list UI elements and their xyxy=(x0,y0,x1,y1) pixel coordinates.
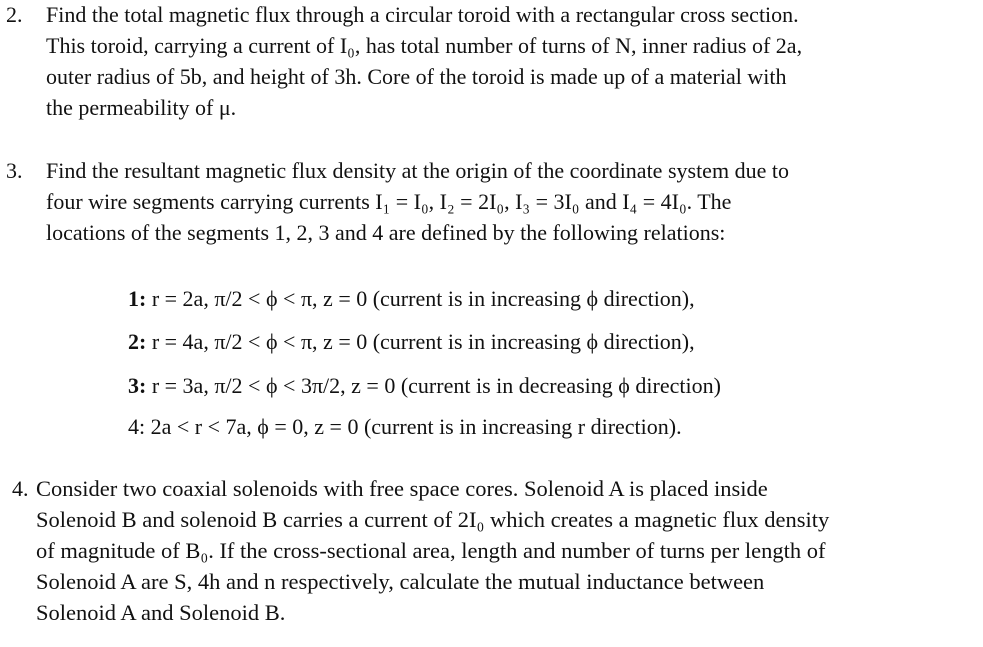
problem-text-line: Find the total magnetic flux through a circular toroid with a rectangular cross section. xyxy=(46,2,799,27)
problem-text-line: locations of the segments 1, 2, 3 and 4 are defined by the following relations: xyxy=(46,220,726,245)
problem-number: 2. xyxy=(6,2,23,27)
problem-text-line: Solenoid B and solenoid B carries a current of 2I₀ which creates a magnetic flux density xyxy=(36,507,830,532)
problem-text-line: Find the resultant magnetic flux density at the origin of the coordinate system due to xyxy=(46,158,789,183)
problem-text-line: Solenoid A are S, 4h and n respectively, calculate the mutual inductance between xyxy=(36,569,765,594)
problem-text-line: the permeability of μ. xyxy=(46,95,237,120)
relation-2 xyxy=(128,329,695,355)
problem-text-line: outer radius of 5b, and height of 3h. Core of the toroid is made up of a material with xyxy=(46,64,787,89)
problem-text-line: This toroid, carrying a current of I₀, has total number of turns of N, inner radius of 2a, xyxy=(46,33,803,58)
problem-text-line: Consider two coaxial solenoids with free space cores. Solenoid A is placed inside xyxy=(36,476,768,501)
relation-4 xyxy=(128,414,682,440)
relation-label: 3: xyxy=(128,373,147,398)
relation-label: 1: xyxy=(128,286,147,311)
problem-text-line: four wire segments carrying currents I₁ = I₀, I₂ = 2I₀, I₃ = 3I₀ and I₄ = 4I₀. The xyxy=(46,189,732,214)
problem-number: 4. xyxy=(12,476,29,501)
relation-3 xyxy=(128,373,721,399)
relation-text: r = 4a, π/2 < ϕ < π, z = 0 (current is in increasing ϕ direction), xyxy=(151,329,695,354)
relation-label: 2: xyxy=(128,329,147,354)
problem-number: 3. xyxy=(6,158,23,183)
relation-text: r = 2a, π/2 < ϕ < π, z = 0 (current is in increasing ϕ direction), xyxy=(151,286,695,311)
problem-text-line: Solenoid A and Solenoid B. xyxy=(36,600,286,625)
problem-text-line: of magnitude of B₀. If the cross-sectional area, length and number of turns per length of xyxy=(36,538,826,563)
relation-label: 4: xyxy=(128,414,146,439)
relation-text: r = 3a, π/2 < ϕ < 3π/2, z = 0 (current is in decreasing ϕ direction) xyxy=(151,373,721,398)
relation-1 xyxy=(128,286,695,312)
relation-text: 2a < r < 7a, ϕ = 0, z = 0 (current is in increasing r direction). xyxy=(150,414,682,439)
